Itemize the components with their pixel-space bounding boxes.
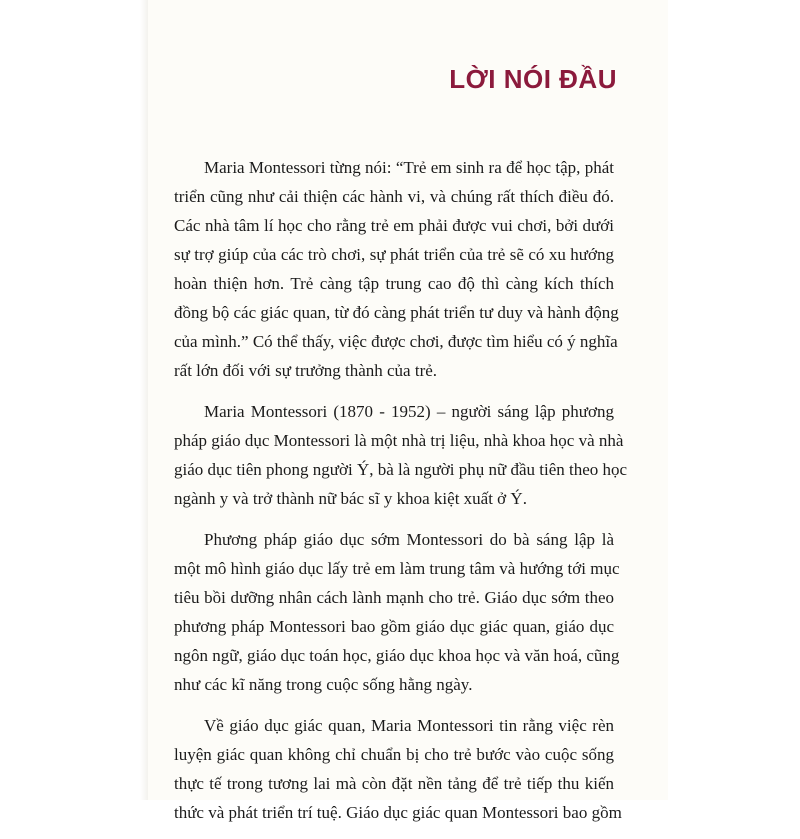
paragraph-2 — [174, 397, 628, 513]
text-line: rất lớn đối với sự trưởng thành của trẻ. — [174, 361, 438, 380]
text-line: tiêu bồi dưỡng nhân cách lành mạnh cho trẻ. Giáo dục sớm theo — [174, 588, 614, 607]
text-line: phương pháp Montessori bao gồm giáo dục giác quan, giáo dục — [174, 617, 614, 636]
paragraph-1 — [174, 153, 619, 385]
text-line: luyện giác quan không chỉ chuẩn bị cho trẻ bước vào cuộc sống — [174, 745, 614, 764]
text-line: Maria Montessori từng nói: “Trẻ em sinh ra để học tập, phát — [204, 158, 614, 177]
text-line: một mô hình giáo dục lấy trẻ em làm trung tâm và hướng tới mục — [174, 559, 620, 578]
text-line: như các kĩ năng trong cuộc sống hằng ngày. — [174, 675, 473, 694]
page-edge-shadow — [140, 0, 148, 800]
text-line: của mình.” Có thể thấy, việc được chơi, được tìm hiểu có ý nghĩa — [174, 332, 618, 351]
text-line: triển cũng như cải thiện các hành vi, và chúng rất thích điều đó. — [174, 187, 614, 206]
text-line: ngôn ngữ, giáo dục toán học, giáo dục khoa học và văn hoá, cũng — [174, 646, 620, 665]
text-line: thức và phát triển trí tuệ. Giáo dục giác quan Montessori bao gồm — [174, 803, 622, 822]
text-line: pháp giáo dục Montessori là một nhà trị liệu, nhà khoa học và nhà — [174, 431, 624, 450]
text-line: đồng bộ các giác quan, từ đó càng phát triển tư duy và hành động — [174, 303, 619, 322]
text-line: Về giáo dục giác quan, Maria Montessori tin rằng việc rèn — [204, 716, 614, 735]
page-title: LỜI NÓI ĐẦU — [449, 64, 617, 94]
text-line: ngành y và trở thành nữ bác sĩ y khoa kiệt xuất ở Ý. — [174, 489, 527, 508]
text-line: sự trợ giúp của các trò chơi, sự phát triển của trẻ sẽ có xu hướng — [174, 245, 614, 264]
paragraph-4 — [174, 711, 622, 827]
text-line: Phương pháp giáo dục sớm Montessori do bà sáng lập là — [204, 530, 614, 549]
text-line: hoàn thiện hơn. Trẻ càng tập trung cao độ thì càng kích thích — [174, 274, 614, 293]
text-line: Các nhà tâm lí học cho rằng trẻ em phải được vui chơi, bởi dưới — [174, 216, 614, 235]
text-line: thực tế trong tương lai mà còn đặt nền tảng để trẻ tiếp thu kiến — [174, 774, 614, 793]
body-text — [174, 153, 628, 839]
text-line: giáo dục tiên phong người Ý, bà là người phụ nữ đầu tiên theo học — [174, 460, 628, 479]
text-line: Maria Montessori (1870 - 1952) – người sáng lập phương — [204, 402, 614, 421]
paragraph-3 — [174, 525, 620, 699]
